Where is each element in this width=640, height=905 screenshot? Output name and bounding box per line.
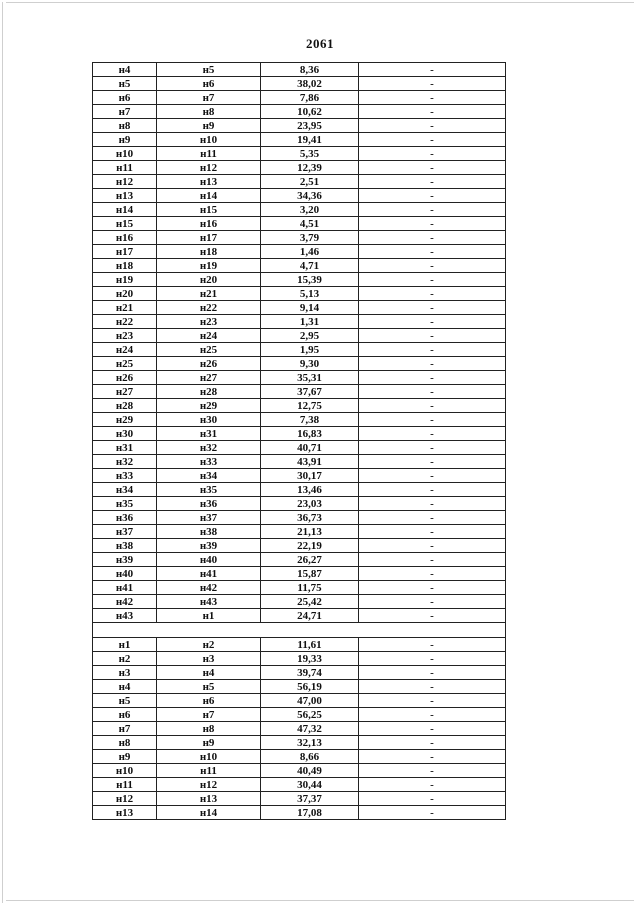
table-row: [93, 273, 506, 287]
to-point-cell: н4: [157, 666, 261, 680]
note-cell: -: [359, 497, 506, 511]
note-cell: -: [359, 483, 506, 497]
from-point-cell: н1: [93, 638, 157, 652]
length-cell: 26,27: [261, 553, 359, 567]
length-cell: 1,95: [261, 343, 359, 357]
length-cell: 7,86: [261, 91, 359, 105]
note-cell: -: [359, 189, 506, 203]
from-point-cell: н5: [93, 77, 157, 91]
note-cell: -: [359, 133, 506, 147]
table-row: [93, 189, 506, 203]
from-point-cell: н10: [93, 764, 157, 778]
table-row: [93, 315, 506, 329]
to-point-cell: н23: [157, 315, 261, 329]
note-cell: -: [359, 217, 506, 231]
note-cell: -: [359, 147, 506, 161]
length-cell: 35,31: [261, 371, 359, 385]
to-point-cell: н6: [157, 694, 261, 708]
to-point-cell: н1: [157, 609, 261, 623]
table-row: [93, 778, 506, 792]
note-cell: -: [359, 638, 506, 652]
table-row: [93, 287, 506, 301]
to-point-cell: н5: [157, 680, 261, 694]
length-cell: 2,95: [261, 329, 359, 343]
table-row: [93, 399, 506, 413]
length-cell: 7,38: [261, 413, 359, 427]
note-cell: -: [359, 778, 506, 792]
to-point-cell: н38: [157, 525, 261, 539]
from-point-cell: н13: [93, 189, 157, 203]
table-row: [93, 694, 506, 708]
to-point-cell: н9: [157, 736, 261, 750]
note-cell: -: [359, 609, 506, 623]
length-cell: 8,66: [261, 750, 359, 764]
table-row: [93, 497, 506, 511]
from-point-cell: н24: [93, 343, 157, 357]
to-point-cell: н19: [157, 259, 261, 273]
table-row: [93, 455, 506, 469]
to-point-cell: н37: [157, 511, 261, 525]
to-point-cell: н32: [157, 441, 261, 455]
to-point-cell: н18: [157, 245, 261, 259]
from-point-cell: н17: [93, 245, 157, 259]
table-row: [93, 680, 506, 694]
length-cell: 1,31: [261, 315, 359, 329]
table-row: [93, 357, 506, 371]
note-cell: -: [359, 105, 506, 119]
table-row: [93, 161, 506, 175]
length-cell: 37,67: [261, 385, 359, 399]
length-cell: 8,36: [261, 63, 359, 77]
length-cell: 3,20: [261, 203, 359, 217]
to-point-cell: н13: [157, 175, 261, 189]
from-point-cell: н4: [93, 63, 157, 77]
table-row: [93, 105, 506, 119]
from-point-cell: н9: [93, 750, 157, 764]
length-cell: 56,19: [261, 680, 359, 694]
note-cell: -: [359, 553, 506, 567]
from-point-cell: н40: [93, 567, 157, 581]
length-cell: 9,30: [261, 357, 359, 371]
from-point-cell: н36: [93, 511, 157, 525]
note-cell: -: [359, 413, 506, 427]
from-point-cell: н11: [93, 161, 157, 175]
length-cell: 9,14: [261, 301, 359, 315]
to-point-cell: н11: [157, 764, 261, 778]
note-cell: -: [359, 301, 506, 315]
table-row: [93, 301, 506, 315]
to-point-cell: н8: [157, 105, 261, 119]
length-cell: 34,36: [261, 189, 359, 203]
to-point-cell: н36: [157, 497, 261, 511]
table-row: [93, 343, 506, 357]
table-row: [93, 91, 506, 105]
from-point-cell: н16: [93, 231, 157, 245]
note-cell: -: [359, 245, 506, 259]
table-row: [93, 371, 506, 385]
length-cell: 19,41: [261, 133, 359, 147]
table-row: [93, 764, 506, 778]
table-row: [93, 217, 506, 231]
to-point-cell: н8: [157, 722, 261, 736]
length-cell: 40,71: [261, 441, 359, 455]
separator-body: [93, 623, 506, 638]
table-row: [93, 119, 506, 133]
to-point-cell: н21: [157, 287, 261, 301]
table-row: [93, 806, 506, 820]
from-point-cell: н8: [93, 119, 157, 133]
from-point-cell: н29: [93, 413, 157, 427]
table-row: [93, 736, 506, 750]
to-point-cell: н24: [157, 329, 261, 343]
to-point-cell: н12: [157, 161, 261, 175]
note-cell: -: [359, 455, 506, 469]
to-point-cell: н10: [157, 133, 261, 147]
length-cell: 1,46: [261, 245, 359, 259]
length-cell: 5,35: [261, 147, 359, 161]
to-point-cell: н35: [157, 483, 261, 497]
table-row: [93, 63, 506, 77]
to-point-cell: н6: [157, 77, 261, 91]
length-cell: 12,75: [261, 399, 359, 413]
note-cell: -: [359, 581, 506, 595]
length-cell: 21,13: [261, 525, 359, 539]
from-point-cell: н12: [93, 792, 157, 806]
to-point-cell: н14: [157, 189, 261, 203]
from-point-cell: н27: [93, 385, 157, 399]
length-cell: 15,87: [261, 567, 359, 581]
to-point-cell: н7: [157, 91, 261, 105]
from-point-cell: н38: [93, 539, 157, 553]
length-cell: 10,62: [261, 105, 359, 119]
to-point-cell: н43: [157, 595, 261, 609]
note-cell: -: [359, 161, 506, 175]
length-cell: 36,73: [261, 511, 359, 525]
from-point-cell: н28: [93, 399, 157, 413]
to-point-cell: н40: [157, 553, 261, 567]
note-cell: -: [359, 525, 506, 539]
to-point-cell: н15: [157, 203, 261, 217]
table-row: [93, 469, 506, 483]
table-row: [93, 652, 506, 666]
from-point-cell: н6: [93, 91, 157, 105]
to-point-cell: н33: [157, 455, 261, 469]
note-cell: -: [359, 694, 506, 708]
to-point-cell: н14: [157, 806, 261, 820]
note-cell: -: [359, 764, 506, 778]
note-cell: -: [359, 511, 506, 525]
from-point-cell: н14: [93, 203, 157, 217]
length-cell: 47,32: [261, 722, 359, 736]
length-cell: 19,33: [261, 652, 359, 666]
length-cell: 39,74: [261, 666, 359, 680]
to-point-cell: н2: [157, 638, 261, 652]
length-cell: 23,03: [261, 497, 359, 511]
length-cell: 30,44: [261, 778, 359, 792]
note-cell: -: [359, 595, 506, 609]
from-point-cell: н6: [93, 708, 157, 722]
note-cell: -: [359, 259, 506, 273]
from-point-cell: н23: [93, 329, 157, 343]
from-point-cell: н21: [93, 301, 157, 315]
from-point-cell: н15: [93, 217, 157, 231]
note-cell: -: [359, 736, 506, 750]
length-cell: 43,91: [261, 455, 359, 469]
to-point-cell: н29: [157, 399, 261, 413]
length-cell: 5,13: [261, 287, 359, 301]
to-point-cell: н11: [157, 147, 261, 161]
note-cell: -: [359, 441, 506, 455]
to-point-cell: н16: [157, 217, 261, 231]
from-point-cell: н39: [93, 553, 157, 567]
table-row: [93, 638, 506, 652]
to-point-cell: н3: [157, 652, 261, 666]
to-point-cell: н27: [157, 371, 261, 385]
to-point-cell: н42: [157, 581, 261, 595]
table-row: [93, 413, 506, 427]
to-point-cell: н41: [157, 567, 261, 581]
table-row: [93, 245, 506, 259]
to-point-cell: н30: [157, 413, 261, 427]
from-point-cell: н43: [93, 609, 157, 623]
from-point-cell: н9: [93, 133, 157, 147]
from-point-cell: н22: [93, 315, 157, 329]
note-cell: -: [359, 371, 506, 385]
from-point-cell: н33: [93, 469, 157, 483]
to-point-cell: н25: [157, 343, 261, 357]
table-row: [93, 609, 506, 623]
from-point-cell: н37: [93, 525, 157, 539]
length-cell: 25,42: [261, 595, 359, 609]
table-separator-row: [93, 623, 506, 638]
from-point-cell: н7: [93, 105, 157, 119]
length-cell: 22,19: [261, 539, 359, 553]
length-cell: 56,25: [261, 708, 359, 722]
segments-table-body-b: [93, 638, 506, 820]
table-row: [93, 567, 506, 581]
table-row: [93, 203, 506, 217]
table-row: [93, 147, 506, 161]
note-cell: -: [359, 329, 506, 343]
page-edge-bottom: [6, 900, 634, 901]
from-point-cell: н13: [93, 806, 157, 820]
separator-cell: [93, 623, 506, 638]
to-point-cell: н5: [157, 63, 261, 77]
to-point-cell: н12: [157, 778, 261, 792]
to-point-cell: н28: [157, 385, 261, 399]
note-cell: -: [359, 273, 506, 287]
note-cell: -: [359, 427, 506, 441]
note-cell: -: [359, 806, 506, 820]
table-row: [93, 133, 506, 147]
page-edge-top: [6, 2, 634, 3]
note-cell: -: [359, 357, 506, 371]
length-cell: 17,08: [261, 806, 359, 820]
from-point-cell: н20: [93, 287, 157, 301]
from-point-cell: н41: [93, 581, 157, 595]
table-row: [93, 525, 506, 539]
length-cell: 23,95: [261, 119, 359, 133]
from-point-cell: н7: [93, 722, 157, 736]
from-point-cell: н35: [93, 497, 157, 511]
from-point-cell: н3: [93, 666, 157, 680]
segments-table-body-a: [93, 63, 506, 623]
from-point-cell: н8: [93, 736, 157, 750]
note-cell: -: [359, 399, 506, 413]
note-cell: -: [359, 287, 506, 301]
from-point-cell: н18: [93, 259, 157, 273]
to-point-cell: н31: [157, 427, 261, 441]
table-row: [93, 511, 506, 525]
table-row: [93, 427, 506, 441]
note-cell: -: [359, 792, 506, 806]
from-point-cell: н5: [93, 694, 157, 708]
length-cell: 4,71: [261, 259, 359, 273]
length-cell: 15,39: [261, 273, 359, 287]
length-cell: 13,46: [261, 483, 359, 497]
table-row: [93, 792, 506, 806]
note-cell: -: [359, 175, 506, 189]
to-point-cell: н17: [157, 231, 261, 245]
from-point-cell: н34: [93, 483, 157, 497]
from-point-cell: н26: [93, 371, 157, 385]
note-cell: -: [359, 63, 506, 77]
note-cell: -: [359, 652, 506, 666]
from-point-cell: н11: [93, 778, 157, 792]
table-row: [93, 385, 506, 399]
page-number: 2061: [306, 36, 334, 51]
length-cell: 16,83: [261, 427, 359, 441]
length-cell: 12,39: [261, 161, 359, 175]
table-row: [93, 750, 506, 764]
from-point-cell: н2: [93, 652, 157, 666]
table-row: [93, 329, 506, 343]
note-cell: -: [359, 567, 506, 581]
note-cell: -: [359, 91, 506, 105]
table-row: [93, 708, 506, 722]
from-point-cell: н4: [93, 680, 157, 694]
to-point-cell: н39: [157, 539, 261, 553]
page-edge-left: [2, 2, 3, 903]
note-cell: -: [359, 231, 506, 245]
table-row: [93, 259, 506, 273]
table-row: [93, 666, 506, 680]
length-cell: 11,75: [261, 581, 359, 595]
note-cell: -: [359, 385, 506, 399]
table-row: [93, 539, 506, 553]
note-cell: -: [359, 469, 506, 483]
from-point-cell: н19: [93, 273, 157, 287]
length-cell: 30,17: [261, 469, 359, 483]
length-cell: 24,71: [261, 609, 359, 623]
from-point-cell: н32: [93, 455, 157, 469]
length-cell: 32,13: [261, 736, 359, 750]
note-cell: -: [359, 708, 506, 722]
length-cell: 2,51: [261, 175, 359, 189]
note-cell: -: [359, 119, 506, 133]
from-point-cell: н30: [93, 427, 157, 441]
table-row: [93, 77, 506, 91]
from-point-cell: н12: [93, 175, 157, 189]
table-row: [93, 483, 506, 497]
table-row: [93, 553, 506, 567]
note-cell: -: [359, 666, 506, 680]
from-point-cell: н31: [93, 441, 157, 455]
note-cell: -: [359, 750, 506, 764]
to-point-cell: н22: [157, 301, 261, 315]
note-cell: -: [359, 722, 506, 736]
note-cell: -: [359, 539, 506, 553]
note-cell: -: [359, 77, 506, 91]
from-point-cell: н25: [93, 357, 157, 371]
from-point-cell: н42: [93, 595, 157, 609]
table-row: [93, 581, 506, 595]
from-point-cell: н10: [93, 147, 157, 161]
length-cell: 47,00: [261, 694, 359, 708]
length-cell: 3,79: [261, 231, 359, 245]
boundary-segments-table: [92, 62, 506, 820]
table-row: [93, 231, 506, 245]
to-point-cell: н9: [157, 119, 261, 133]
note-cell: -: [359, 315, 506, 329]
to-point-cell: н10: [157, 750, 261, 764]
table-row: [93, 722, 506, 736]
to-point-cell: н26: [157, 357, 261, 371]
length-cell: 4,51: [261, 217, 359, 231]
length-cell: 11,61: [261, 638, 359, 652]
note-cell: -: [359, 680, 506, 694]
length-cell: 38,02: [261, 77, 359, 91]
table-row: [93, 595, 506, 609]
table-row: [93, 175, 506, 189]
length-cell: 40,49: [261, 764, 359, 778]
note-cell: -: [359, 203, 506, 217]
to-point-cell: н20: [157, 273, 261, 287]
to-point-cell: н13: [157, 792, 261, 806]
table-row: [93, 441, 506, 455]
note-cell: -: [359, 343, 506, 357]
length-cell: 37,37: [261, 792, 359, 806]
to-point-cell: н34: [157, 469, 261, 483]
to-point-cell: н7: [157, 708, 261, 722]
